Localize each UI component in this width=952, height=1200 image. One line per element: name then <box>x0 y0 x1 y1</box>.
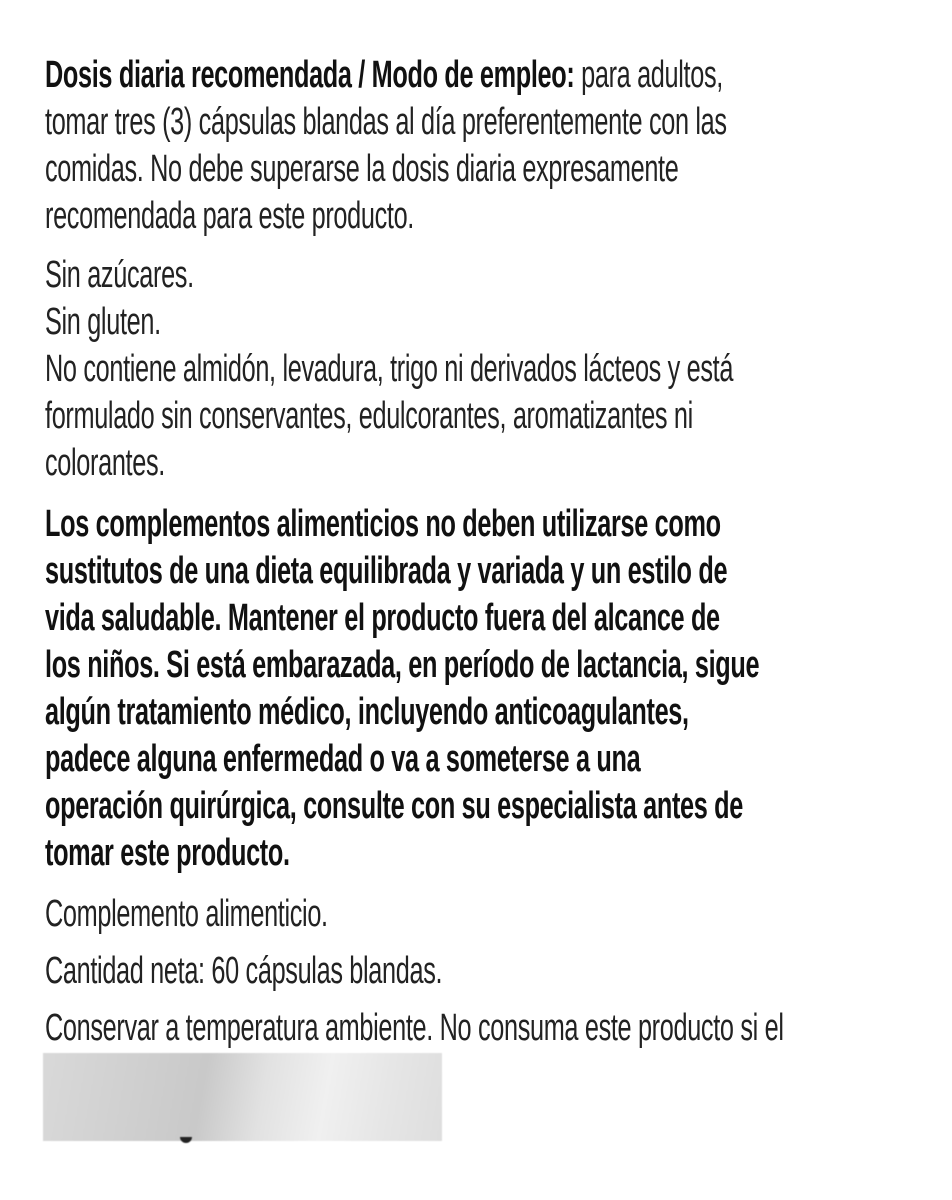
warning-section <box>45 501 910 877</box>
claim-line: Sin gluten. <box>45 301 161 343</box>
dosage-label: Dosis diaria recomendada / Modo de empleo: <box>45 54 575 96</box>
warning-line: vida saludable. Mantener el producto fuera del alcance de <box>45 597 720 639</box>
claim-line: No contiene almidón, levadura, trigo ni derivados lácteos y está <box>45 348 734 390</box>
warning-line: operación quirúrgica, consulte con su especialista antes de <box>45 785 743 827</box>
claims-section <box>45 252 910 487</box>
dosage-line: comidas. No debe superarse la dosis diaria expresamente <box>45 148 679 190</box>
claim-line: Sin azúcares. <box>45 254 194 296</box>
net-quantity: Cantidad neta: 60 cápsulas blandas. <box>45 950 443 992</box>
warning-line: sustitutos de una dieta equilibrada y variada y un estilo de <box>45 550 728 592</box>
claim-line: formulado sin conservantes, edulcorantes, aromatizantes ni <box>45 395 693 437</box>
dosage-line: recomendada para este producto. <box>45 195 414 237</box>
dosage-text: para adultos, <box>574 54 723 96</box>
storage-line: Conservar a temperatura ambiente. No consuma este producto si el <box>45 1007 784 1049</box>
warning-line: Los complementos alimenticios no deben utilizarse como <box>45 503 721 545</box>
dosage-line: tomar tres (3) cápsulas blandas al día preferentemente con las <box>45 101 727 143</box>
warning-line: tomar este producto. <box>45 832 290 874</box>
claim-line: colorantes. <box>45 442 165 484</box>
label-text <box>45 52 910 1099</box>
blurred-region <box>43 1053 442 1141</box>
warning-line: padece alguna enfermedad o va a someterse a una <box>45 738 641 780</box>
warning-line: algún tratamiento médico, incluyendo anticoagulantes, <box>45 691 689 733</box>
dosage-section <box>45 52 910 240</box>
dosage-line <box>45 52 910 99</box>
product-type: Complemento alimenticio. <box>45 893 328 935</box>
blurred-glyph-fragment <box>180 1137 192 1143</box>
warning-line: los niños. Si está embarazada, en período de lactancia, sigue <box>45 644 760 686</box>
